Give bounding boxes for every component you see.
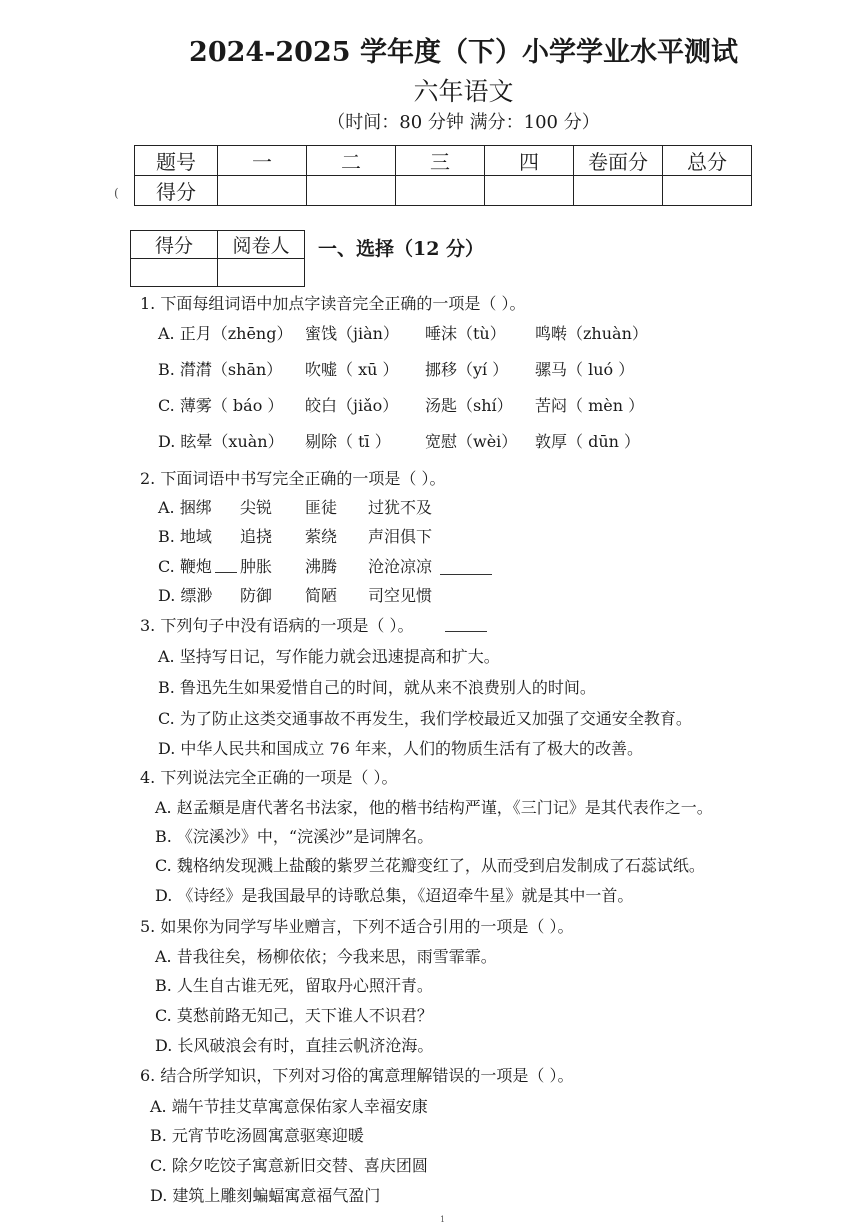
grader-box bbox=[130, 230, 305, 287]
score-header-cell: 卷面分 bbox=[574, 146, 663, 176]
option-item: D. 建筑上雕刻蝙蝠寓意福气盈门 bbox=[150, 1186, 381, 1205]
option-item: D. 长风破浪会有时，直挂云帆济沧海。 bbox=[155, 1036, 434, 1055]
option-item: 尖锐 bbox=[240, 498, 273, 517]
option-item: 皎白（jiǎo） bbox=[305, 396, 399, 415]
score-cell[interactable] bbox=[574, 176, 663, 206]
option-item: 剔除（ tī ） bbox=[305, 432, 391, 451]
option-item: B. 人生自古谁无死，留取丹心照汗青。 bbox=[155, 976, 433, 995]
score-header-cell: 一 bbox=[218, 146, 307, 176]
exam-subject: 六年语文 bbox=[413, 77, 514, 106]
option-item: 简陋 bbox=[305, 586, 338, 605]
score-row-label: 得分 bbox=[135, 176, 218, 206]
option-item: D. 缥渺 bbox=[158, 586, 213, 605]
grader-score-label: 得分 bbox=[131, 231, 218, 259]
option-item: C. 薄雾（ báo ） bbox=[158, 396, 284, 415]
option-item: 宽慰（wèi） bbox=[425, 432, 518, 451]
option-item: 骡马（ luó ） bbox=[535, 360, 635, 379]
option-item: C. 莫愁前路无知己，天下谁人不识君？ bbox=[155, 1006, 433, 1025]
option-item: D. 《诗经》是我国最早的诗歌总集，《迢迢牵牛星》就是其中一首。 bbox=[155, 886, 634, 905]
stray-line bbox=[215, 572, 237, 573]
option-item: 沸腾 bbox=[305, 557, 338, 576]
option-item: A. 端午节挂艾草寓意保佑家人幸福安康 bbox=[150, 1097, 428, 1116]
option-item: C. 除夕吃饺子寓意新旧交替、喜庆团圆 bbox=[150, 1156, 428, 1175]
score-header-cell: 四 bbox=[485, 146, 574, 176]
question-stem: 5. 如果你为同学写毕业赠言，下列不适合引用的一项是（ ）。 bbox=[140, 917, 574, 936]
option-item: B. 地域 bbox=[158, 527, 212, 546]
option-item: 萦绕 bbox=[305, 527, 338, 546]
option-item: A. 捆绑 bbox=[158, 498, 212, 517]
option-item: 沧沧凉凉 bbox=[368, 557, 433, 576]
option-item: D. 眩晕（xuàn） bbox=[158, 432, 284, 451]
option-item: 敦厚（ dūn ） bbox=[535, 432, 641, 451]
option-item: 鸣啭（zhuàn） bbox=[535, 324, 648, 343]
score-cell[interactable] bbox=[396, 176, 485, 206]
option-item: C. 魏格纳发现溅上盐酸的紫罗兰花瓣变红了，从而受到启发制成了石蕊试纸。 bbox=[155, 856, 705, 875]
option-item: C. 为了防止这类交通事故不再发生，我们学校最近又加强了交通安全教育。 bbox=[158, 709, 692, 728]
score-header-cell: 二 bbox=[307, 146, 396, 176]
option-item: A. 坚持写日记，写作能力就会迅速提高和扩大。 bbox=[158, 647, 500, 666]
grader-score-cell[interactable] bbox=[131, 259, 218, 287]
option-item: 挪移（yí ） bbox=[425, 360, 509, 379]
option-item: B. 潸潸（shān） bbox=[158, 360, 283, 379]
section-title: 一、选择（12 分） bbox=[318, 238, 485, 260]
score-table-score-row bbox=[135, 176, 752, 206]
option-item: 过犹不及 bbox=[368, 498, 433, 517]
option-item: 吹嘘（ xū ） bbox=[305, 360, 399, 379]
score-cell[interactable] bbox=[663, 176, 752, 206]
option-item: 蜜饯（jiàn） bbox=[305, 324, 399, 343]
option-item: 司空见惯 bbox=[368, 586, 433, 605]
question-stem: 2. 下面词语中书写完全正确的一项是（ ）。 bbox=[140, 469, 446, 488]
grader-name-cell[interactable] bbox=[218, 259, 305, 287]
option-item: A. 赵孟頫是唐代著名书法家，他的楷书结构严谨，《三门记》是其代表作之一。 bbox=[155, 798, 713, 817]
score-cell[interactable] bbox=[485, 176, 574, 206]
page-number: 1 bbox=[440, 1215, 446, 1224]
option-item: 防御 bbox=[240, 586, 273, 605]
score-header-cell: 题号 bbox=[135, 146, 218, 176]
option-item: 声泪俱下 bbox=[368, 527, 433, 546]
stray-line bbox=[440, 574, 492, 575]
option-item: A. 昔我往矣，杨柳依依；今我来思，雨雪霏霏。 bbox=[155, 947, 497, 966]
option-item: C. 鞭炮 bbox=[158, 557, 212, 576]
option-item: 汤匙（shí） bbox=[425, 396, 513, 415]
exam-time-and-score: （时间：80 分钟 满分：100 分） bbox=[327, 112, 600, 133]
option-item: 苦闷（ mèn ） bbox=[535, 396, 645, 415]
question-stem: 3. 下列句子中没有语病的一项是（ ）。 bbox=[140, 616, 414, 635]
option-item: D. 中华人民共和国成立 76 年来，人们的物质生活有了极大的改善。 bbox=[158, 739, 643, 758]
option-item: A. 正月（zhēng） bbox=[158, 324, 293, 343]
score-header-cell: 三 bbox=[396, 146, 485, 176]
stray-line bbox=[445, 631, 487, 632]
score-table bbox=[134, 145, 752, 206]
grader-name-label: 阅卷人 bbox=[218, 231, 305, 259]
question-stem: 4. 下列说法完全正确的一项是（ ）。 bbox=[140, 768, 398, 787]
score-cell[interactable] bbox=[307, 176, 396, 206]
option-item: 肿胀 bbox=[240, 557, 273, 576]
score-table-header-row bbox=[135, 146, 752, 176]
question-stem: 1. 下面每组词语中加点字读音完全正确的一项是（ ）。 bbox=[140, 294, 526, 313]
score-cell[interactable] bbox=[218, 176, 307, 206]
margin-mark: ( bbox=[114, 186, 119, 200]
exam-title: 2024-2025 学年度（下）小学学业水平测试 bbox=[189, 37, 738, 68]
option-item: B. 鲁迅先生如果爱惜自己的时间，就从来不浪费别人的时间。 bbox=[158, 678, 596, 697]
option-item: B. 《浣溪沙》中，“浣溪沙”是词牌名。 bbox=[155, 827, 434, 846]
option-item: 匪徒 bbox=[305, 498, 338, 517]
score-header-cell: 总分 bbox=[663, 146, 752, 176]
question-stem: 6. 结合所学知识，下列对习俗的寓意理解错误的一项是（ ）。 bbox=[140, 1066, 574, 1085]
option-item: 追挠 bbox=[240, 527, 273, 546]
option-item: B. 元宵节吃汤圆寓意驱寒迎暖 bbox=[150, 1126, 364, 1145]
option-item: 唾沫（tù） bbox=[425, 324, 506, 343]
